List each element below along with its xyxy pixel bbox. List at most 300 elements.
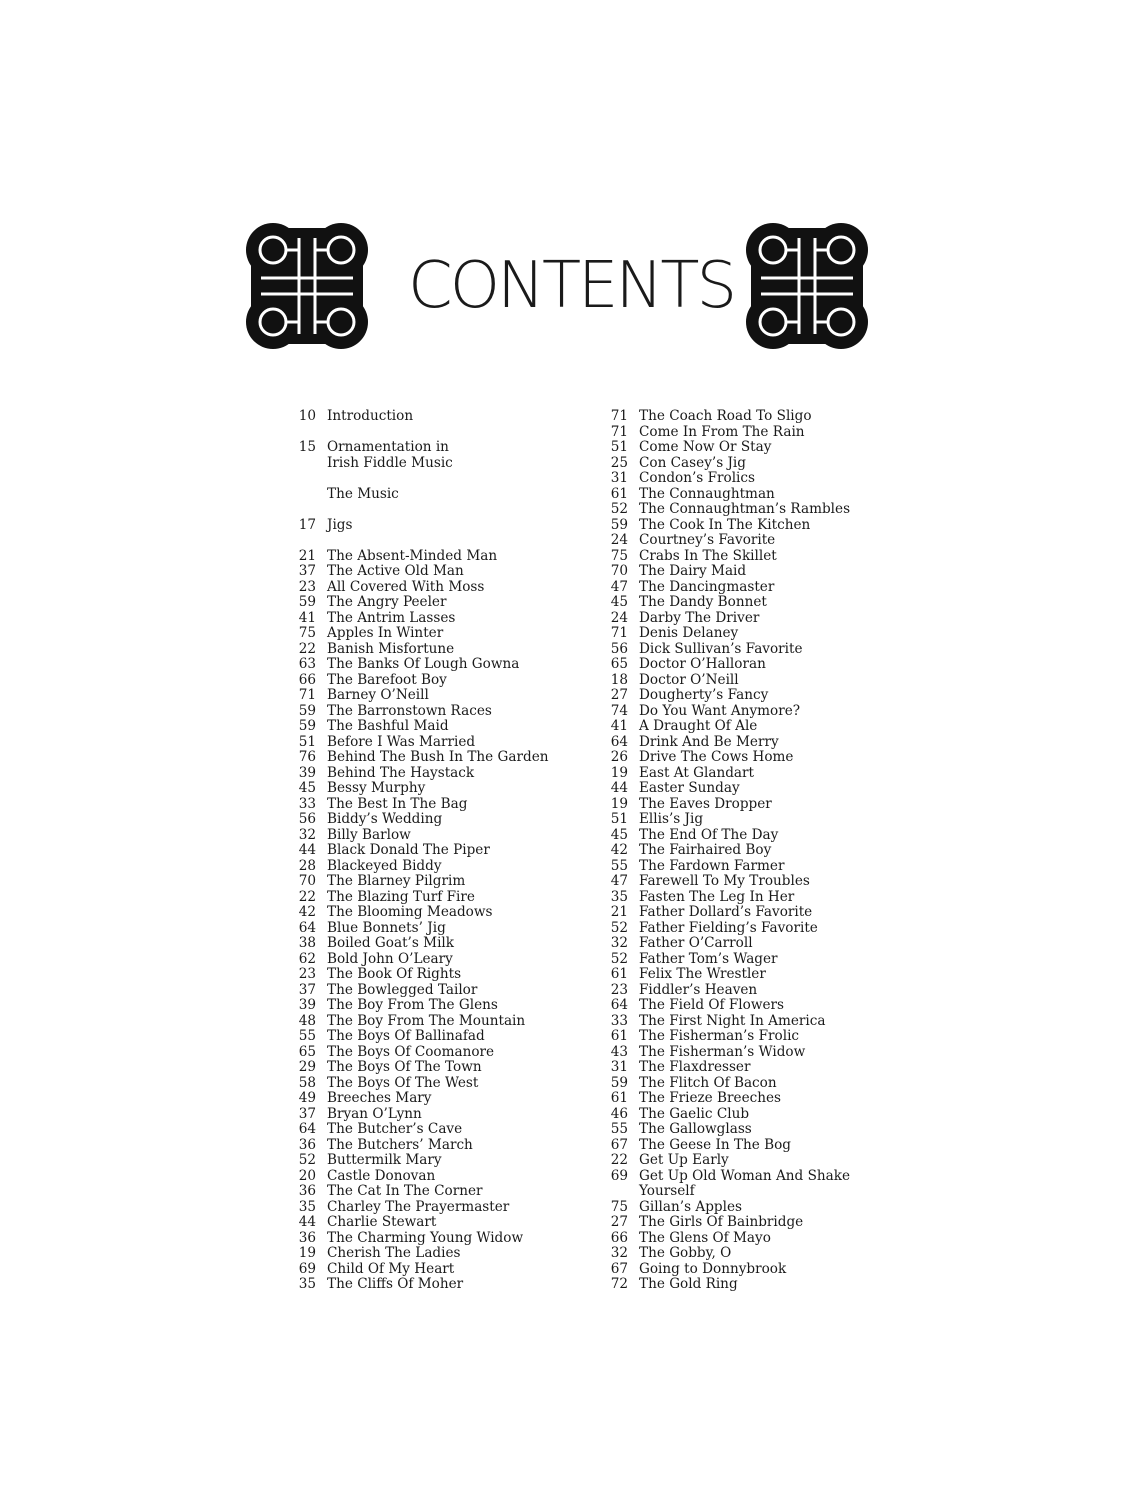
contents-entry xyxy=(590,1014,890,1030)
contents-entry-continued xyxy=(590,1184,890,1200)
page-number: 10 xyxy=(298,408,316,424)
page-number: 70 xyxy=(298,873,316,889)
page-number: 69 xyxy=(298,1260,316,1277)
page-title: CONTENTS xyxy=(408,249,735,323)
contents-entry xyxy=(278,1246,578,1262)
entry-title: The Butchers’ March xyxy=(327,1136,473,1153)
contents-entry xyxy=(278,874,578,890)
entry-title: The Flitch Of Bacon xyxy=(639,1074,777,1091)
page-number: 59 xyxy=(298,718,316,734)
entry-title: The Connaughtman’s Rambles xyxy=(639,501,851,517)
contents-entry xyxy=(590,533,890,549)
entry-title: Barney O’Neill xyxy=(327,687,429,703)
contents-entry xyxy=(278,1091,578,1107)
contents-entry xyxy=(590,766,890,782)
contents-entry-continued xyxy=(278,456,578,472)
entry-title: Biddy’s Wedding xyxy=(327,811,443,827)
spacer xyxy=(278,533,578,549)
entry-title: Courtney’s Favorite xyxy=(639,532,776,548)
entry-title: The Field Of Flowers xyxy=(639,997,784,1013)
contents-entry xyxy=(590,1045,890,1061)
page-number: 35 xyxy=(610,888,628,905)
page-number: 75 xyxy=(610,1198,628,1215)
contents-entry xyxy=(278,859,578,875)
page-number: 48 xyxy=(298,1012,316,1029)
contents-entry xyxy=(590,828,890,844)
entry-title: Before I Was Married xyxy=(327,733,476,750)
page-number: 67 xyxy=(610,1136,628,1153)
contents-entry xyxy=(590,580,890,596)
contents-entry xyxy=(590,440,890,456)
contents-entry xyxy=(278,1184,578,1200)
entry-title: The Eaves Dropper xyxy=(639,795,772,812)
contents-entry xyxy=(278,812,578,828)
contents-entry xyxy=(590,921,890,937)
page-number: 37 xyxy=(298,563,316,579)
page-number: 70 xyxy=(610,563,628,579)
entry-title: The Blooming Meadows xyxy=(327,904,493,920)
contents-entry xyxy=(590,750,890,766)
contents-entry xyxy=(278,704,578,720)
entry-title: A Draught Of Ale xyxy=(639,718,758,734)
contents-entry xyxy=(590,998,890,1014)
page-number: 52 xyxy=(298,1152,316,1168)
contents-entry xyxy=(278,781,578,797)
entry-title: Farewell To My Troubles xyxy=(639,873,810,889)
page-number: 63 xyxy=(298,656,316,672)
entry-title: Drink And Be Merry xyxy=(639,733,779,750)
entry-title: The Music xyxy=(327,485,399,502)
contents-entry xyxy=(590,781,890,797)
contents-entry xyxy=(278,1060,578,1076)
contents-entry xyxy=(590,657,890,673)
contents-entry xyxy=(590,983,890,999)
page-number: 72 xyxy=(610,1276,628,1292)
contents-entry xyxy=(278,750,578,766)
page-number: 58 xyxy=(298,1074,316,1091)
entry-title: The Coach Road To Sligo xyxy=(639,408,812,424)
entry-title: The Geese In The Bog xyxy=(639,1136,791,1153)
page-number: 52 xyxy=(610,919,628,936)
page-number: 38 xyxy=(298,935,316,951)
contents-entry xyxy=(590,456,890,472)
page-number: 26 xyxy=(610,749,628,765)
contents-entry xyxy=(278,688,578,704)
contents-entry xyxy=(590,595,890,611)
entry-title: The Gaelic Club xyxy=(639,1105,750,1122)
entry-title: The Fisherman’s Widow xyxy=(639,1043,806,1060)
contents-entry xyxy=(590,673,890,689)
entry-title: Fasten The Leg In Her xyxy=(639,888,795,905)
entry-title: Billy Barlow xyxy=(327,826,411,843)
contents-entry xyxy=(278,905,578,921)
contents-entry xyxy=(278,936,578,952)
contents-entry xyxy=(278,642,578,658)
contents-entry xyxy=(590,1200,890,1216)
page-number: 32 xyxy=(610,1245,628,1261)
page-number: 28 xyxy=(298,857,316,874)
contents-entry xyxy=(278,1045,578,1061)
entry-title: East At Glandart xyxy=(639,764,754,781)
page-number: 21 xyxy=(610,904,628,920)
contents-entry xyxy=(590,642,890,658)
entry-title: Banish Misfortune xyxy=(327,640,455,657)
entry-title: Father Fielding’s Favorite xyxy=(639,919,818,936)
page-number: 59 xyxy=(610,516,628,533)
entry-title: The Book Of Rights xyxy=(327,966,462,982)
contents-entry xyxy=(278,998,578,1014)
contents-entry xyxy=(278,1107,578,1123)
contents-entry xyxy=(590,905,890,921)
entry-title: Ornamentation in xyxy=(327,439,449,455)
contents-entry xyxy=(590,1231,890,1247)
contents-entry xyxy=(278,828,578,844)
contents-entry xyxy=(278,952,578,968)
contents-entry xyxy=(590,890,890,906)
entry-title: Bessy Murphy xyxy=(327,780,426,796)
page-number: 36 xyxy=(298,1136,316,1153)
contents-entry xyxy=(278,487,578,503)
entry-title: Jigs xyxy=(327,516,353,533)
entry-title: The Boy From The Glens xyxy=(327,997,498,1013)
contents-entry xyxy=(590,719,890,735)
entry-title: Dick Sullivan’s Favorite xyxy=(639,640,803,657)
entry-title: The Banks Of Lough Gowna xyxy=(327,656,520,672)
contents-entry xyxy=(590,502,890,518)
page-number: 61 xyxy=(610,485,628,502)
entry-title: The Boys Of The Town xyxy=(327,1059,482,1075)
entry-title: Father O’Carroll xyxy=(639,935,753,951)
entry-title: The End Of The Day xyxy=(639,826,779,843)
entry-title: Child Of My Heart xyxy=(327,1260,455,1277)
entry-title: The Blazing Turf Fire xyxy=(327,888,475,905)
contents-entry xyxy=(278,1138,578,1154)
contents-entry xyxy=(590,564,890,580)
page-number: 17 xyxy=(298,516,316,533)
page-number: 52 xyxy=(610,501,628,517)
entry-title: Bold John O’Leary xyxy=(327,950,453,967)
entry-title: The Gobby, O xyxy=(639,1245,732,1261)
page-number: 23 xyxy=(298,578,316,595)
page-number: 75 xyxy=(610,547,628,564)
page-number: 62 xyxy=(298,950,316,967)
spacer xyxy=(278,471,578,487)
page-number: 42 xyxy=(610,842,628,858)
page-number: 52 xyxy=(610,950,628,967)
page-number: 75 xyxy=(298,625,316,641)
page-number: 45 xyxy=(610,594,628,610)
contents-entry xyxy=(278,518,578,534)
entry-title: The First Night In America xyxy=(639,1012,826,1029)
entry-title: Do You Want Anymore? xyxy=(639,702,801,719)
contents-entry xyxy=(278,719,578,735)
entry-title: The Antrim Lasses xyxy=(327,609,456,626)
contents-entry xyxy=(590,409,890,425)
contents-entry xyxy=(278,580,578,596)
entry-title-continued: Yourself xyxy=(639,1183,695,1199)
contents-header xyxy=(240,220,880,355)
page-number: 65 xyxy=(610,656,628,672)
page-number: 29 xyxy=(298,1059,316,1075)
contents-entry xyxy=(278,1262,578,1278)
entry-title: Condon’s Frolics xyxy=(639,470,755,486)
entry-title: The Active Old Man xyxy=(327,563,464,579)
page-number: 66 xyxy=(610,1229,628,1246)
entry-title-continued: Irish Fiddle Music xyxy=(327,454,453,471)
page-number: 37 xyxy=(298,1105,316,1122)
page-number: 23 xyxy=(298,966,316,982)
page-number: 19 xyxy=(610,764,628,781)
page-number: 47 xyxy=(610,873,628,889)
page-number: 37 xyxy=(298,981,316,998)
entry-title: Come In From The Rain xyxy=(639,423,805,440)
entry-title: Get Up Early xyxy=(639,1152,729,1168)
page-number: 45 xyxy=(610,826,628,843)
contents-entry xyxy=(590,1262,890,1278)
celtic-knot-icon xyxy=(743,220,871,352)
contents-entry xyxy=(590,1277,890,1293)
entry-title: The Fardown Farmer xyxy=(639,857,785,874)
entry-title: Blue Bonnets’ Jig xyxy=(327,919,446,936)
page-number: 69 xyxy=(610,1167,628,1184)
contents-entry xyxy=(590,1153,890,1169)
contents-entry xyxy=(590,626,890,642)
page-number: 59 xyxy=(298,702,316,719)
contents-entry xyxy=(590,1138,890,1154)
contents-entry xyxy=(590,967,890,983)
page-number: 55 xyxy=(610,1121,628,1137)
entry-title: The Fisherman’s Frolic xyxy=(639,1028,800,1044)
contents-entry xyxy=(278,564,578,580)
page-number: 39 xyxy=(298,764,316,781)
contents-entry xyxy=(590,487,890,503)
contents-entry xyxy=(278,626,578,642)
contents-entry xyxy=(590,735,890,751)
page-number: 18 xyxy=(610,671,628,688)
page-number: 15 xyxy=(298,439,316,455)
page-number: 61 xyxy=(610,966,628,982)
contents-entry xyxy=(278,1076,578,1092)
page-number: 51 xyxy=(610,811,628,827)
entry-title: Boiled Goat’s Milk xyxy=(327,935,455,951)
page-number: 44 xyxy=(610,780,628,796)
entry-title: Fiddler’s Heaven xyxy=(639,981,758,998)
contents-entry xyxy=(590,1076,890,1092)
entry-title: Felix The Wrestler xyxy=(639,966,766,982)
contents-entry xyxy=(590,425,890,441)
entry-title: The Barronstown Races xyxy=(327,702,492,719)
page-number: 47 xyxy=(610,578,628,595)
contents-entry xyxy=(590,1122,890,1138)
page-number: 71 xyxy=(610,625,628,641)
entry-title: Bryan O’Lynn xyxy=(327,1105,422,1122)
contents-entry xyxy=(278,1122,578,1138)
entry-title: The Glens Of Mayo xyxy=(639,1229,771,1246)
contents-entry xyxy=(278,1231,578,1247)
contents-entry xyxy=(590,797,890,813)
page-number: 35 xyxy=(298,1198,316,1215)
entry-title: Darby The Driver xyxy=(639,609,760,626)
page-number: 71 xyxy=(298,687,316,703)
entry-title: Crabs In The Skillet xyxy=(639,547,777,564)
contents-entry xyxy=(590,549,890,565)
entry-title: Ellis’s Jig xyxy=(639,811,704,827)
contents-entry xyxy=(590,859,890,875)
entry-title: Charley The Prayermaster xyxy=(327,1198,510,1215)
contents-entry xyxy=(278,1215,578,1231)
contents-entry xyxy=(278,967,578,983)
entry-title: Come Now Or Stay xyxy=(639,439,772,455)
page-number: 59 xyxy=(610,1074,628,1091)
contents-entry xyxy=(278,1153,578,1169)
page-number: 22 xyxy=(298,640,316,657)
entry-title: Doctor O’Halloran xyxy=(639,656,766,672)
entry-title: Cherish The Ladies xyxy=(327,1245,461,1261)
entry-title: The Dandy Bonnet xyxy=(639,594,767,610)
page-number: 22 xyxy=(610,1152,628,1168)
contents-entry xyxy=(278,611,578,627)
page-number: 33 xyxy=(298,795,316,812)
page-number: 45 xyxy=(298,780,316,796)
contents-entry xyxy=(278,409,578,425)
page-number: 41 xyxy=(298,609,316,626)
page-number: 71 xyxy=(610,423,628,440)
entry-title: Gillan’s Apples xyxy=(639,1198,742,1215)
contents-entry xyxy=(278,1169,578,1185)
contents-entry xyxy=(590,1091,890,1107)
entry-title: The Bowlegged Tailor xyxy=(327,981,478,998)
page-number: 20 xyxy=(298,1167,316,1184)
page-number: 33 xyxy=(610,1012,628,1029)
page-number: 19 xyxy=(610,795,628,812)
entry-title: The Barefoot Boy xyxy=(327,671,447,688)
entry-title: The Angry Peeler xyxy=(327,594,447,610)
contents-entry xyxy=(278,657,578,673)
page-number: 32 xyxy=(298,826,316,843)
entry-title: The Bashful Maid xyxy=(327,718,449,734)
page-number: 31 xyxy=(610,470,628,486)
entry-title: Blackeyed Biddy xyxy=(327,857,442,874)
contents-entry xyxy=(278,595,578,611)
contents-entry xyxy=(590,874,890,890)
contents-entry xyxy=(278,843,578,859)
page-number: 49 xyxy=(298,1090,316,1106)
contents-entry xyxy=(590,1060,890,1076)
entry-title: The Gallowglass xyxy=(639,1121,752,1137)
page-number: 43 xyxy=(610,1043,628,1060)
entry-title: Drive The Cows Home xyxy=(639,749,794,765)
contents-entry xyxy=(590,1215,890,1231)
contents-entry xyxy=(278,890,578,906)
page-number: 21 xyxy=(298,547,316,564)
contents-entry xyxy=(278,797,578,813)
page-number: 64 xyxy=(610,997,628,1013)
page-number: 39 xyxy=(298,997,316,1013)
page-number: 27 xyxy=(610,687,628,703)
page-number: 56 xyxy=(298,811,316,827)
entry-title: The Cook In The Kitchen xyxy=(639,516,811,533)
page-number: 27 xyxy=(610,1214,628,1230)
entry-title: Denis Delaney xyxy=(639,625,739,641)
page-number: 41 xyxy=(610,718,628,734)
entry-title: Castle Donovan xyxy=(327,1167,436,1184)
page-number: 19 xyxy=(298,1245,316,1261)
contents-entry xyxy=(278,766,578,782)
contents-column-left xyxy=(278,409,578,1293)
entry-title: The Boys Of Ballinafad xyxy=(327,1028,485,1044)
entry-title: Con Casey’s Jig xyxy=(639,454,746,471)
entry-title: The Flaxdresser xyxy=(639,1059,751,1075)
contents-column-right xyxy=(590,409,890,1293)
page-number: 61 xyxy=(610,1090,628,1106)
page-number: 66 xyxy=(298,671,316,688)
entry-title: The Absent-Minded Man xyxy=(327,547,498,564)
entry-title: Get Up Old Woman And Shake xyxy=(639,1167,851,1184)
page-number: 44 xyxy=(298,1214,316,1230)
contents-entry xyxy=(590,518,890,534)
entry-title: The Charming Young Widow xyxy=(327,1229,524,1246)
page-number: 36 xyxy=(298,1183,316,1199)
contents-entry xyxy=(590,471,890,487)
contents-entry xyxy=(590,1246,890,1262)
page-number: 55 xyxy=(298,1028,316,1044)
contents-entry xyxy=(590,952,890,968)
contents-entry xyxy=(278,673,578,689)
contents-entry xyxy=(278,921,578,937)
entry-title: Doctor O’Neill xyxy=(639,671,739,688)
contents-entry xyxy=(278,1277,578,1293)
entry-title: The Connaughtman xyxy=(639,485,775,502)
spacer xyxy=(278,502,578,518)
page-number: 56 xyxy=(610,640,628,657)
contents-entry xyxy=(590,843,890,859)
page-number: 22 xyxy=(298,888,316,905)
entry-title: The Best In The Bag xyxy=(327,795,468,812)
page-number: 51 xyxy=(610,439,628,455)
entry-title: The Blarney Pilgrim xyxy=(327,873,466,889)
entry-title: The Boy From The Mountain xyxy=(327,1012,526,1029)
entry-title: The Cliffs Of Moher xyxy=(327,1276,464,1292)
page-number: 74 xyxy=(610,702,628,719)
page-number: 59 xyxy=(298,594,316,610)
entry-title: All Covered With Moss xyxy=(327,578,485,595)
entry-title: The Fairhaired Boy xyxy=(639,842,772,858)
entry-title: The Girls Of Bainbridge xyxy=(639,1214,804,1230)
contents-entry xyxy=(278,549,578,565)
page-number: 42 xyxy=(298,904,316,920)
page-number: 23 xyxy=(610,981,628,998)
page-number: 32 xyxy=(610,935,628,951)
page-number: 71 xyxy=(610,408,628,424)
entry-title: Behind The Haystack xyxy=(327,764,475,781)
page-number: 64 xyxy=(298,919,316,936)
contents-entry xyxy=(590,936,890,952)
page-number: 51 xyxy=(298,733,316,750)
entry-title: Easter Sunday xyxy=(639,780,740,796)
entry-title: Going to Donnybrook xyxy=(639,1260,787,1277)
page-number: 35 xyxy=(298,1276,316,1292)
contents-entry xyxy=(590,688,890,704)
page-number: 25 xyxy=(610,454,628,471)
page-number: 24 xyxy=(610,609,628,626)
page-number: 46 xyxy=(610,1105,628,1122)
page-number xyxy=(278,487,316,503)
spacer xyxy=(278,425,578,441)
page-number: 64 xyxy=(610,733,628,750)
entry-title: Father Tom’s Wager xyxy=(639,950,778,967)
entry-title: Behind The Bush In The Garden xyxy=(327,749,549,765)
page-number: 55 xyxy=(610,857,628,874)
